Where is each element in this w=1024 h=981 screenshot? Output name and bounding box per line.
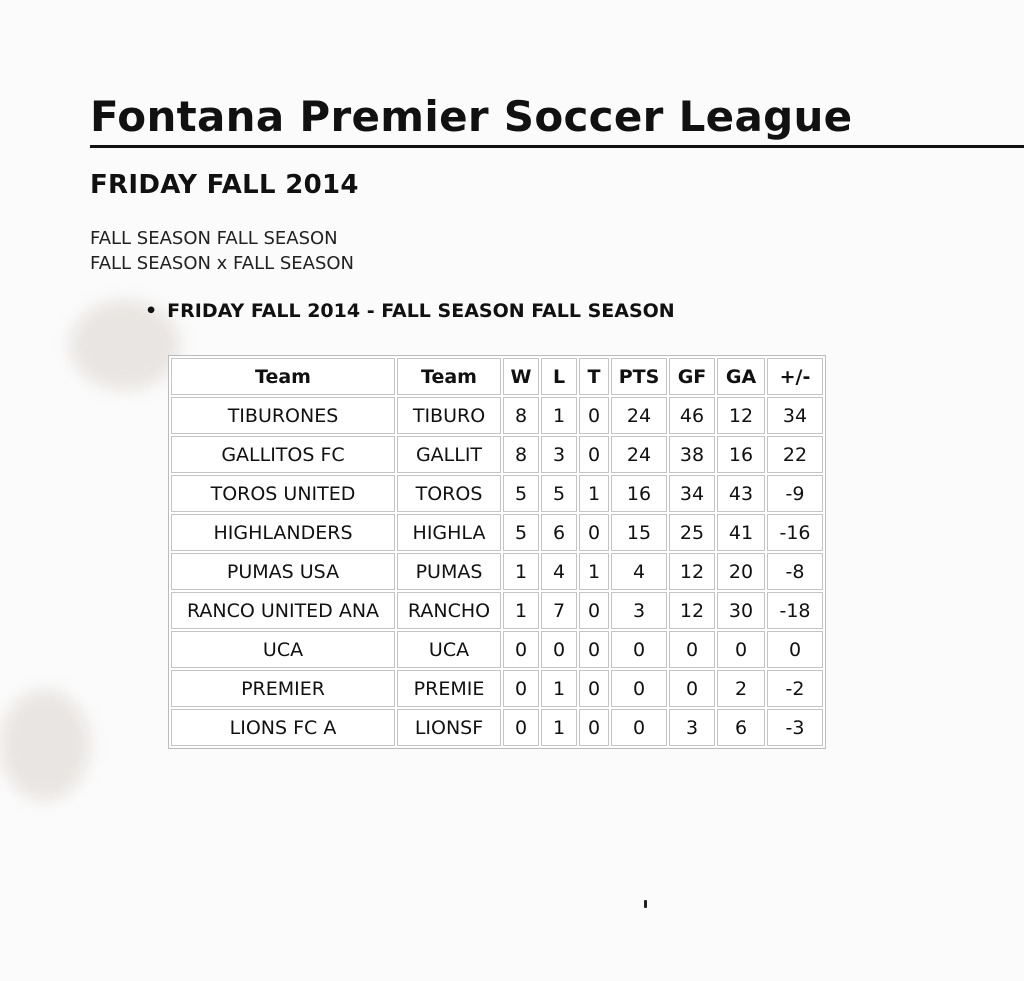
table-row [171,592,823,629]
season-meta-line-2: FALL SEASON x FALL SEASON [90,253,355,274]
cell-team-name: UCA [171,631,395,668]
cell-losses: 6 [541,514,577,551]
cell-points: 4 [611,553,667,590]
cell-wins: 0 [503,631,539,668]
cell-goals-against: 30 [717,592,765,629]
cell-wins: 0 [503,670,539,707]
cell-team-short: LIONSF [397,709,501,746]
cell-losses: 5 [541,475,577,512]
cell-team-name: PREMIER [171,670,395,707]
paper-speck [644,900,647,908]
header-goals-for: GF [669,358,715,395]
cell-goal-diff: -3 [767,709,823,746]
cell-losses: 4 [541,553,577,590]
cell-ties: 0 [579,670,609,707]
cell-goal-diff: 0 [767,631,823,668]
table-row [171,436,823,473]
cell-goal-diff: -16 [767,514,823,551]
cell-points: 0 [611,670,667,707]
cell-team-name: HIGHLANDERS [171,514,395,551]
cell-team-short: RANCHO [397,592,501,629]
cell-team-name: RANCO UNITED ANA [171,592,395,629]
cell-wins: 1 [503,592,539,629]
header-goals-against: GA [717,358,765,395]
cell-team-short: PUMAS [397,553,501,590]
cell-wins: 5 [503,514,539,551]
cell-goals-for: 46 [669,397,715,434]
cell-team-name: TIBURONES [171,397,395,434]
cell-team-name: TOROS UNITED [171,475,395,512]
header-goal-diff: +/- [767,358,823,395]
season-subtitle: FRIDAY FALL 2014 [90,170,359,200]
cell-ties: 0 [579,436,609,473]
cell-team-short: HIGHLA [397,514,501,551]
table-row [171,475,823,512]
cell-points: 24 [611,436,667,473]
table-row [171,631,823,668]
table-row [171,514,823,551]
paper-smudge-bottom [0,690,90,800]
cell-team-short: UCA [397,631,501,668]
cell-goal-diff: -18 [767,592,823,629]
cell-wins: 8 [503,397,539,434]
cell-losses: 3 [541,436,577,473]
bullet-icon: • [145,300,158,322]
cell-goals-against: 43 [717,475,765,512]
cell-goals-against: 6 [717,709,765,746]
cell-wins: 1 [503,553,539,590]
cell-team-name: GALLITOS FC [171,436,395,473]
cell-losses: 1 [541,709,577,746]
cell-ties: 0 [579,709,609,746]
header-team-name: Team [171,358,395,395]
cell-goal-diff: 34 [767,397,823,434]
cell-points: 0 [611,709,667,746]
cell-goals-against: 2 [717,670,765,707]
header-losses: L [541,358,577,395]
cell-goals-against: 0 [717,631,765,668]
header-ties: T [579,358,609,395]
standings-table [168,355,826,749]
cell-points: 24 [611,397,667,434]
header-points: PTS [611,358,667,395]
cell-goals-for: 3 [669,709,715,746]
cell-ties: 1 [579,553,609,590]
cell-goal-diff: -8 [767,553,823,590]
table-row [171,397,823,434]
cell-points: 0 [611,631,667,668]
cell-wins: 0 [503,709,539,746]
cell-team-short: TOROS [397,475,501,512]
cell-goals-against: 41 [717,514,765,551]
cell-goals-for: 0 [669,631,715,668]
title-divider [90,145,1024,148]
table-row [171,709,823,746]
table-row [171,670,823,707]
cell-ties: 0 [579,631,609,668]
cell-goals-for: 12 [669,592,715,629]
cell-ties: 0 [579,592,609,629]
cell-points: 15 [611,514,667,551]
cell-team-name: LIONS FC A [171,709,395,746]
cell-goals-for: 12 [669,553,715,590]
cell-ties: 1 [579,475,609,512]
season-meta-line-1: FALL SEASON FALL SEASON [90,228,338,249]
cell-team-name: PUMAS USA [171,553,395,590]
cell-goals-for: 25 [669,514,715,551]
cell-losses: 1 [541,670,577,707]
header-wins: W [503,358,539,395]
standings-heading-label: FRIDAY FALL 2014 - FALL SEASON FALL SEASON [167,300,675,322]
cell-goals-for: 38 [669,436,715,473]
cell-goals-against: 12 [717,397,765,434]
header-team-short: Team [397,358,501,395]
cell-goals-against: 20 [717,553,765,590]
standings-body [171,397,823,746]
cell-ties: 0 [579,514,609,551]
cell-goals-for: 0 [669,670,715,707]
cell-goal-diff: -9 [767,475,823,512]
cell-losses: 0 [541,631,577,668]
cell-team-short: TIBURO [397,397,501,434]
standings-heading [145,300,675,322]
table-row [171,553,823,590]
cell-losses: 1 [541,397,577,434]
cell-wins: 5 [503,475,539,512]
cell-team-short: GALLIT [397,436,501,473]
cell-goals-for: 34 [669,475,715,512]
table-header-row [171,358,823,395]
page-title: Fontana Premier Soccer League [90,92,853,141]
cell-goal-diff: 22 [767,436,823,473]
cell-goals-against: 16 [717,436,765,473]
cell-losses: 7 [541,592,577,629]
cell-wins: 8 [503,436,539,473]
cell-team-short: PREMIE [397,670,501,707]
cell-points: 16 [611,475,667,512]
cell-goal-diff: -2 [767,670,823,707]
cell-points: 3 [611,592,667,629]
cell-ties: 0 [579,397,609,434]
